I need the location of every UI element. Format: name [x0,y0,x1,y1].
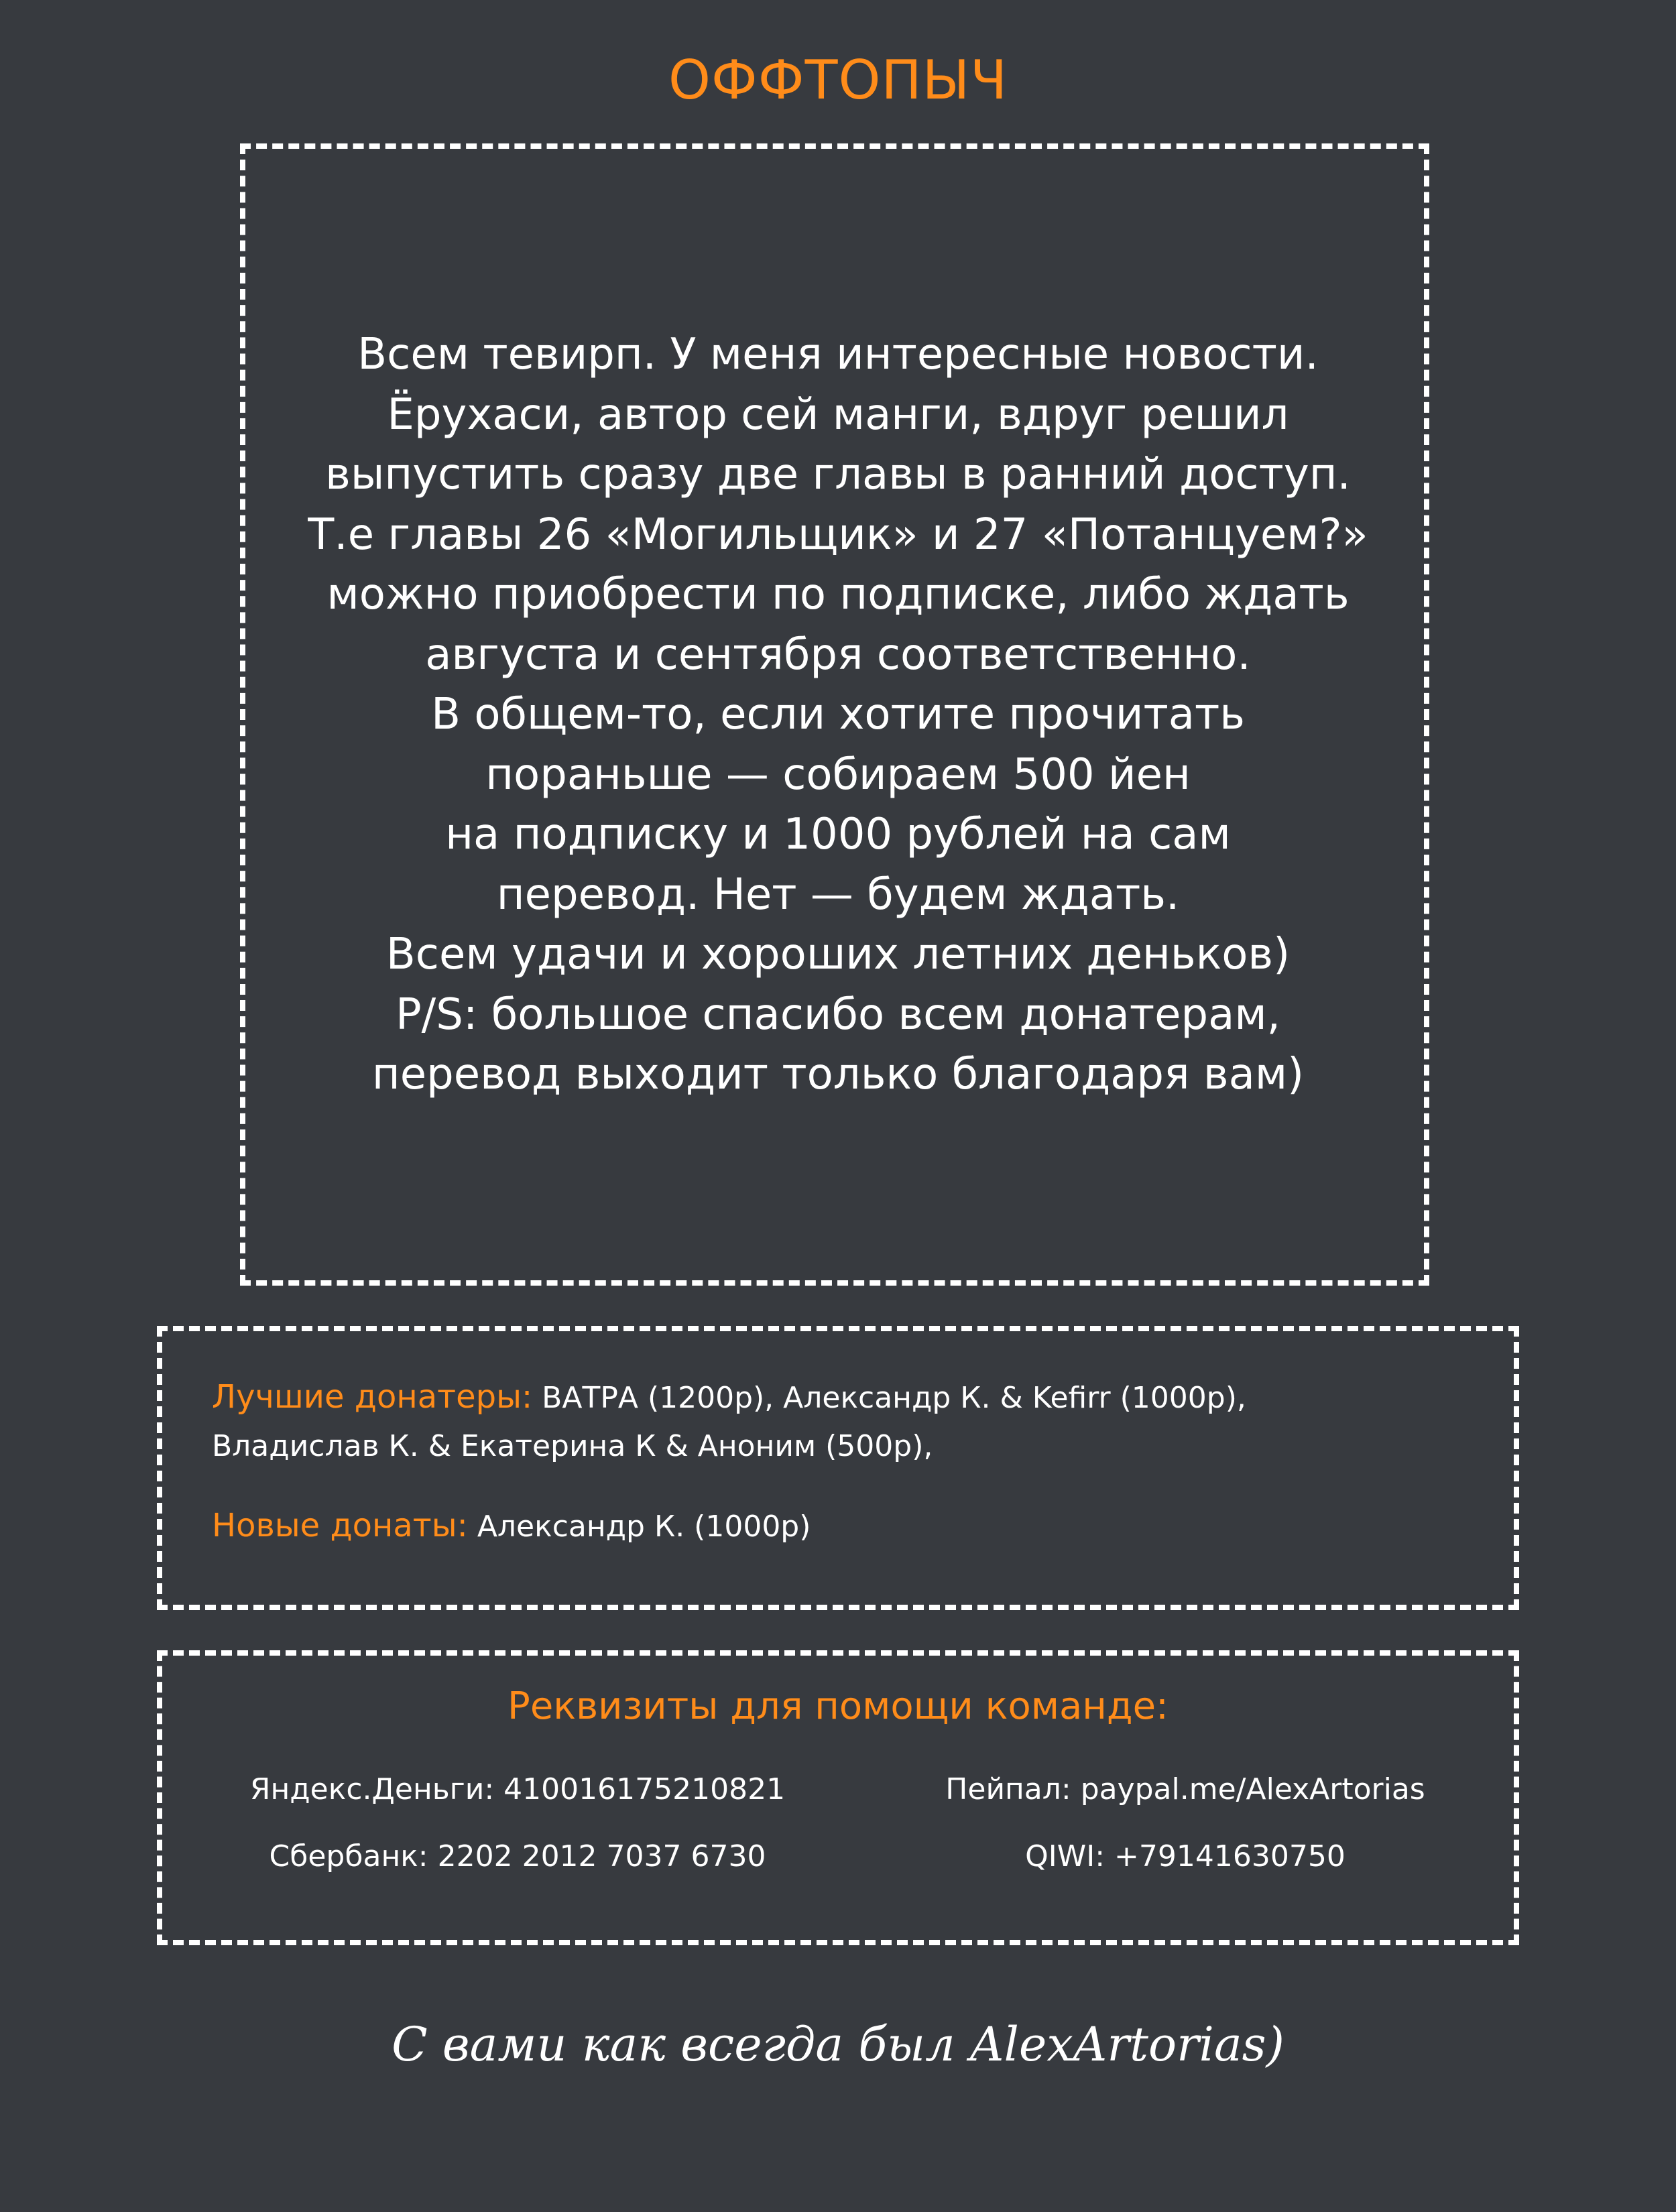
announcement-line: перевод выходит только благодаря вам) [371,1050,1305,1099]
announcement-line: выпустить сразу две главы в ранний доступ. [325,450,1351,499]
announcement-line: пораньше — собираем 500 йен [485,749,1191,800]
new-donations-label: Новые донаты: [212,1507,468,1544]
announcement-line: можно приобрести по подписке, либо ждать [326,570,1350,619]
announcement-line: Всем удачи и хороших летних деньков) [385,930,1291,979]
paypal-details: Пейпал: paypal.me/AlexArtorias [945,1772,1425,1806]
announcement-line: Всем тевирп. У меня интересные новости. [357,330,1319,379]
announcement-line: на подписку и 1000 рублей на сам [445,810,1231,859]
announcement-text [0,325,1676,1105]
new-donations-value: Александр К. (1000р) [477,1510,811,1544]
qiwi-details: QIWI: +79141630750 [1025,1839,1345,1873]
page-title: ОФФТОПЫЧ [668,49,1008,111]
announcement-line: P/S: большое спасибо всем донатерам, [396,989,1280,1040]
announcement-line: В общем-то, если хотите прочитать [431,690,1245,739]
donors-frame [157,1326,1519,1610]
new-donations-line [212,1506,811,1547]
announcement-line: Ёрухаси, автор сей манги, вдруг решил [387,389,1289,440]
requisites-heading: Реквизиты для помощи команде: [507,1684,1169,1728]
announcement-line: Т.е главы 26 «Могильщик» и 27 «Потанцуем?» [308,509,1368,560]
yandex-money-details: Яндекс.Деньги: 410016175210821 [249,1772,786,1806]
best-donors-value: ВАТРА (1200р), Александр К. & Kefirr (1000р), [542,1381,1246,1415]
best-donors-line [212,1377,1246,1418]
sberbank-details: Сбербанк: 2202 2012 7037 6730 [269,1839,766,1873]
best-donors-line-2 [212,1426,933,1467]
best-donors-value-2: Владислав К. & Екатерина К & Аноним (500р), [212,1429,933,1463]
announcement-line: перевод. Нет — будем ждать. [496,869,1180,920]
best-donors-label: Лучшие донатеры: [212,1378,533,1416]
signature: С вами как всегда был AlexArtorias) [392,2017,1284,2072]
announcement-line: августа и сентября соответственно. [425,629,1251,680]
